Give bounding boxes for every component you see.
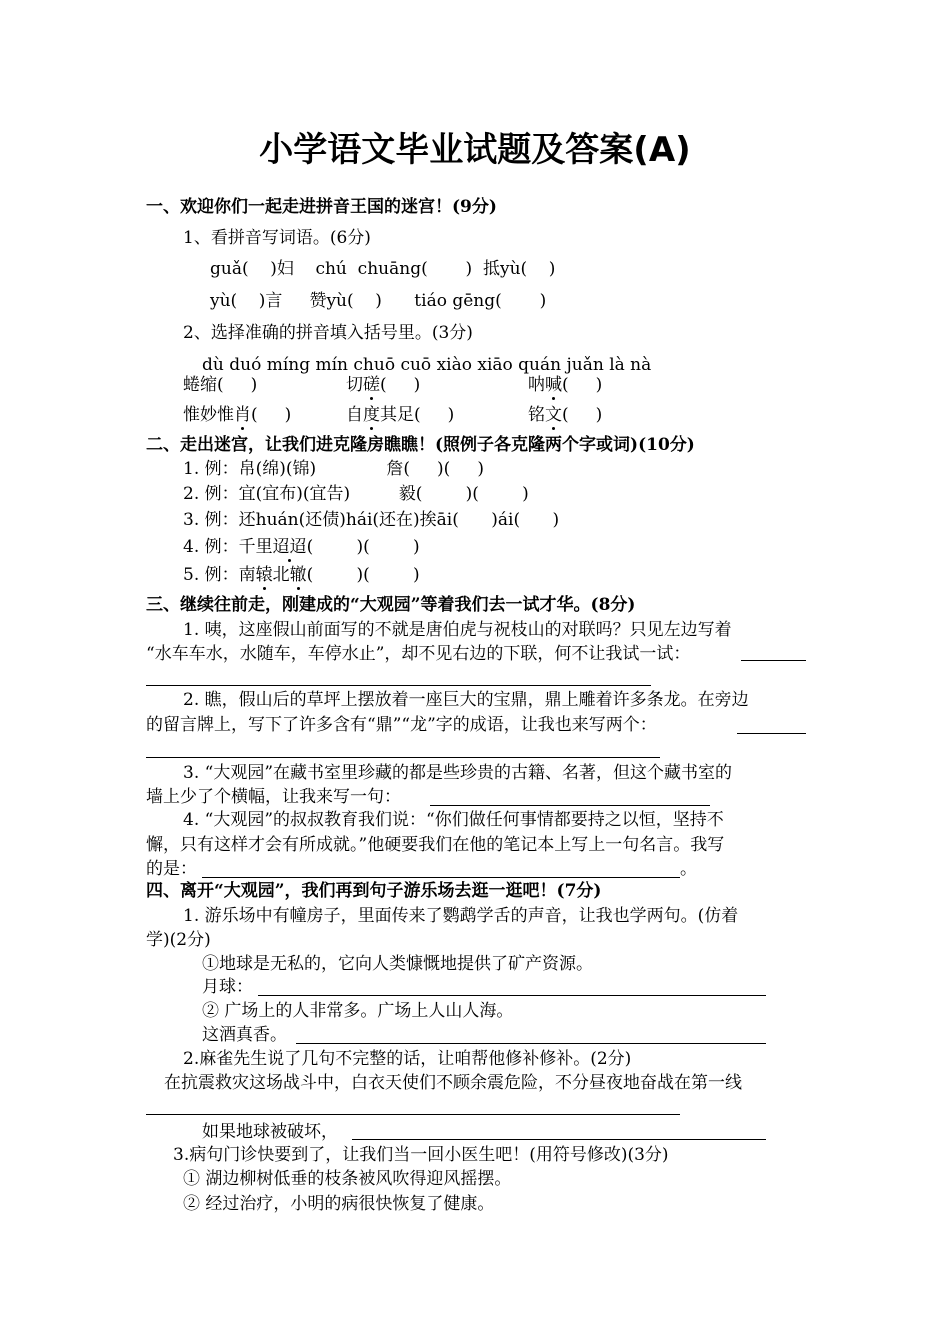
answer-line[interactable] [258,995,766,996]
s2-row1: 1. 例：帛(绵)(锦) 詹( )( ) [183,459,484,479]
s3-p4-line3: 的是： [146,859,197,879]
s3-p3-line1: 3. “大观园”在藏书室里珍藏的都是些珍贵的古籍、名著，但这个藏书室的 [183,763,733,783]
s4-q3-sentence2: ② 经过治疗，小明的病很快恢复了健康。 [183,1194,495,1214]
answer-line[interactable] [146,1114,680,1115]
s3-p1-line1: 1. 咦，这座假山前面写的不就是唐伯虎与祝枝山的对联吗？只见左边写着 [183,620,732,640]
s4-q3-sentence1: ① 湖边柳树低垂的枝条被风吹得迎风摇摆。 [183,1169,512,1189]
s2-row3: 3. 例：还huán(还债)hái(还在)挨āi( )ái( ) [183,510,560,530]
s1-q1-row2: yù( )言 赞yù( ) tiáo gēng( ) [210,291,547,311]
s4-q1-line2: 学)(2分) [146,930,211,950]
s2-row2: 2. 例：宜(宜布)(宜告) 毅( )( ) [183,484,529,504]
s1-q2-pinyin: dù duó míng mín chuō cuō xiào xiāo quán juǎn là nà [202,355,652,375]
s3-p4-line2: 懈，只有这样才会有所成就。”他硬要我们在他的笔记本上写上一句名言。我写 [146,835,725,855]
answer-line[interactable] [741,660,806,661]
answer-line[interactable] [296,1043,766,1044]
s4-q3: 3.病句门诊快要到了，让我们当一回小医生吧！(用符号修改)(3分) [173,1145,669,1165]
s3-p4-line1: 4. “大观园”的叔叔教育我们说：“你们做任何事情都要持之以恒，坚持不 [183,810,724,830]
s1-q2-item: 铭文( ) [528,405,603,425]
s1-q2-item: 呐喊( ) [528,375,603,395]
s4-q2: 2.麻雀先生说了几句不完整的话，让咱帮他修补修补。(2分) [183,1049,632,1069]
section-1-heading: 一、欢迎你们一起走进拼音王国的迷宫！(9分) [146,197,497,217]
section-4-heading: 四、离开“大观园”，我们再到句子游乐场去逛一逛吧！(7分) [146,881,602,901]
s1-q1: 1、看拼音写词语。(6分) [183,228,371,248]
s1-q2-item: 切磋( ) [346,375,421,395]
s2-row5: 5. 例：南辕北辙( )( ) [183,565,420,585]
s2-row4: 4. 例：千里迢迢( )( ) [183,537,420,557]
answer-line[interactable] [430,805,710,806]
s4-q1-answer1-label: 月球： [202,977,253,997]
s1-q2-item: 蜷缩( ) [183,375,258,395]
s1-q1-row1: guǎ( )妇 chú chuāng( ) 抵yù( ) [210,259,556,279]
s3-p3-line2: 墙上少了个横幅，让我来写一句： [146,787,401,807]
page-title: 小学语文毕业试题及答案(A) [259,130,691,170]
s1-q2: 2、选择准确的拼音填入括号里。(3分) [183,323,473,343]
s4-q1-example1: ①地球是无私的，它向人类慷慨地提供了矿产资源。 [202,954,593,974]
s4-q2-sentence1: 在抗震救灾这场战斗中，白衣天使们不顾余震危险，不分昼夜地奋战在第一线 [164,1073,742,1093]
s4-q1-line1: 1. 游乐场中有幢房子，里面传来了鹦鹉学舌的声音，让我也学两句。(仿着 [183,906,739,926]
s4-q1-example2: ② 广场上的人非常多。广场上人山人海。 [202,1001,514,1021]
s4-q1-answer2-label: 这酒真香。 [202,1025,287,1045]
answer-line[interactable] [737,733,806,734]
answer-line[interactable] [202,877,680,878]
s3-p4-end: 。 [680,859,697,879]
answer-line[interactable] [146,757,660,758]
s1-q2-item: 自度其足( ) [346,405,455,425]
s4-q2-sentence2: 如果地球被破坏， [202,1122,338,1142]
answer-line[interactable] [146,685,651,686]
answer-line[interactable] [352,1139,766,1140]
section-3-heading: 三、继续往前走，刚建成的“大观园”等着我们去一试才华。(8分) [146,595,636,615]
s1-q2-item: 惟妙惟肖( ) [183,405,292,425]
section-2-heading: 二、走出迷宫，让我们进克隆房瞧瞧！(照例子各克隆两个字或词)(10分) [146,435,695,455]
s3-p2-line1: 2. 瞧，假山后的草坪上摆放着一座巨大的宝鼎，鼎上雕着许多条龙。在旁边 [183,690,749,710]
s3-p1-line2: “水车车水，水随车，车停水止”，却不见右边的下联，何不让我试一试： [146,644,691,664]
s3-p2-line2: 的留言牌上，写下了许多含有“鼎”“龙”字的成语，让我也来写两个： [146,715,657,735]
